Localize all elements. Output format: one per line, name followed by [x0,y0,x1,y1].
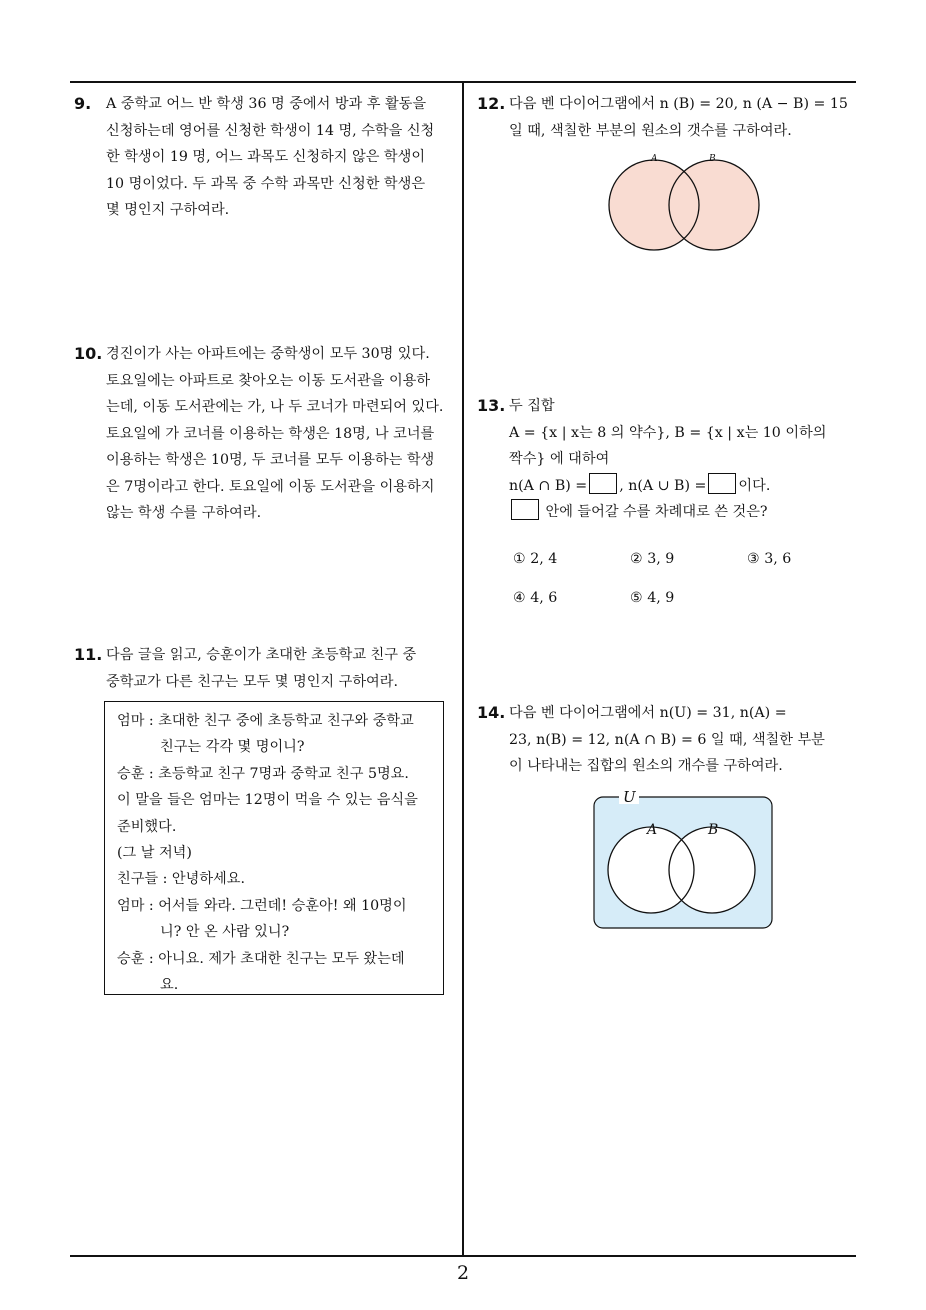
problem-line: 몇 명인지 구하여라. [106,202,230,218]
intersection-expr: n(A ∩ B) = [509,477,588,494]
problem-number: 10. [74,344,103,363]
dialog-line: 이 말을 들은 엄마는 12명이 먹을 수 있는 음식을 [117,792,418,809]
column-divider [462,82,464,1256]
set-a-label: A [651,154,658,164]
problem-line: 10 명이었다. 두 과목 중 수학 과목만 신청한 학생은 [106,175,426,192]
dialog-line: 엄마 : 초대한 친구 중에 초등학교 친구와 중학교 [117,713,414,729]
problem-line: A 중학교 어느 반 학생 36 명 중에서 방과 후 활동을 [106,96,427,112]
blank-symbol [511,499,539,520]
problem-number: 14. [477,703,506,722]
venn-diagram-12 [604,150,764,254]
dialog-box [104,701,444,995]
answer-blank[interactable] [708,473,736,494]
problem-line: 짝수} 에 대하여 [509,451,610,467]
answer-blank[interactable] [589,473,617,494]
dialog-line: 친구는 각각 몇 명이니? [160,739,305,756]
choice-5[interactable]: ⑤ 4, 9 [630,590,675,606]
problem-line [509,473,862,500]
problem-13 [477,393,862,526]
choice-3[interactable]: ③ 3, 6 [747,551,792,567]
problem-number: 13. [477,396,506,415]
problem-line: 23, n(B) = 12, n(A ∩ B) = 6 일 때, 색칠한 부분 [509,731,825,748]
set-b-label: B [709,154,716,164]
problem-line: 중학교가 다른 친구는 모두 몇 명인지 구하여라. [106,673,398,690]
dialog-line: 승훈 : 초등학교 친구 7명과 중학교 친구 5명요. [117,765,409,782]
dialog-line: 엄마 : 어서들 와라. 그런데! 승훈아! 왜 10명이 [117,897,407,914]
page-number: 2 [456,1262,470,1284]
problem-number: 9. [74,94,92,113]
dialog-line: 승훈 : 아니요. 제가 초대한 친구는 모두 왔는데 [117,950,405,967]
venn-diagram-14 [593,786,775,932]
problem-number: 11. [74,645,103,664]
problem-number: 12. [477,94,506,113]
problem-line: 경진이가 사는 아파트에는 중학생이 모두 30명 있다. [106,346,430,362]
dialog-line: 준비했다. [117,818,177,835]
choice-2[interactable]: ② 3, 9 [630,551,675,567]
problem-14 [477,700,862,780]
problem-line: 두 집합 [509,398,555,414]
problem-line: 이 나타내는 집합의 원소의 개수를 구하여라. [509,758,783,774]
problem-line: 는데, 이동 도서관에는 가, 나 두 코너가 마련되어 있다. [106,399,444,415]
problem-line: 이용하는 학생은 10명, 두 코너를 모두 이용하는 학생 [106,452,435,468]
dialog-line: (그 날 저녁) [117,845,192,862]
problem-line: 신청하는데 영어를 신청한 학생이 14 명, 수학을 신청 [106,122,435,139]
question-text: 안에 들어갈 수를 차례대로 쓴 것은? [545,504,768,520]
problem-line: 일 때, 색칠한 부분의 원소의 갯수를 구하여라. [509,122,792,139]
line-ending: 이다. [738,477,771,494]
problem-10 [74,341,459,527]
problem-line [509,499,862,526]
problem-line: 다음 글을 읽고, 승훈이가 초대한 초등학교 친구 중 [106,647,417,663]
set-a-label: A [647,822,658,838]
problem-line: A = {x | x는 8 의 약수}, B = {x | x는 10 이하의 [509,424,827,441]
problem-line: 않는 학생 수를 구하여라. [106,505,262,521]
choice-1[interactable]: ① 2, 4 [513,551,558,567]
problem-9 [74,91,459,224]
problem-11 [74,642,459,695]
problem-line: 다음 벤 다이어그램에서 n (B) = 20, n (A − B) = 15 [509,96,848,112]
problem-12 [477,91,862,144]
universe-label: U [623,788,636,806]
problem-line: 은 7명이라고 한다. 토요일에 이동 도서관을 이용하지 [106,478,435,495]
dialog-line: 친구들 : 안녕하세요. [117,871,245,888]
dialog-line: 요. [160,977,179,994]
problem-line: 다음 벤 다이어그램에서 n(U) = 31, n(A) = [509,705,787,721]
dialog-line: 니? 안 온 사람 있니? [160,924,290,941]
problem-line: 토요일에는 아파트로 찾아오는 이동 도서관을 이용하 [106,372,431,389]
problem-line: 토요일에 가 코너를 이용하는 학생은 18명, 나 코너를 [106,425,435,442]
set-b-label: B [708,822,719,838]
problem-line: 한 학생이 19 명, 어느 과목도 신청하지 않은 학생이 [106,149,426,165]
choice-4[interactable]: ④ 4, 6 [513,590,558,606]
bottom-rule [70,1255,856,1257]
union-expr: , n(A ∪ B) = [619,477,707,494]
